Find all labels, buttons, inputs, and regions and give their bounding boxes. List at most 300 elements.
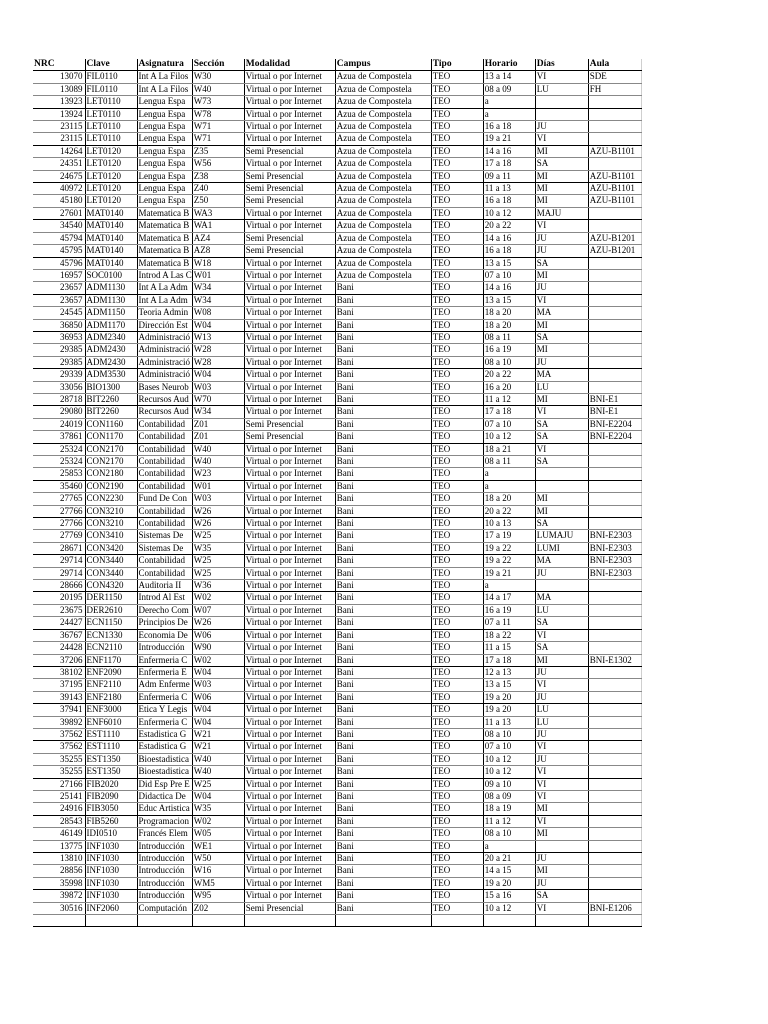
cell-seccion: Z02 — [192, 902, 244, 914]
table-row — [33, 393, 641, 405]
cell-aula: BNI-E1206 — [588, 902, 641, 914]
cell-asignatura: Estadistica G — [137, 728, 192, 740]
cell-asignatura: Introducción — [137, 840, 192, 852]
cell-aula — [588, 865, 641, 877]
cell-clave: CON1160 — [85, 418, 137, 430]
cell-horario: 11 a 12 — [483, 393, 535, 405]
cell-aula — [588, 282, 641, 294]
cell-clave: ECN1150 — [85, 617, 137, 629]
cell-modalidad: Virtual o por Internet — [244, 716, 335, 728]
table-row — [33, 704, 641, 716]
cell-tipo: TEO — [431, 145, 483, 157]
cell-tipo: TEO — [431, 629, 483, 641]
cell-nrc: 20195 — [33, 592, 85, 604]
cell-campus: Bani — [335, 294, 431, 306]
cell-clave: MAT0140 — [85, 207, 137, 219]
table-row — [33, 158, 641, 170]
cell-tipo: TEO — [431, 245, 483, 257]
header-dias: Días — [535, 59, 588, 71]
cell-dias: LU — [535, 83, 588, 95]
cell-modalidad: Virtual o por Internet — [244, 393, 335, 405]
cell-nrc: 28666 — [33, 580, 85, 592]
cell-nrc: 29714 — [33, 555, 85, 567]
cell-campus: Azua de Compostela — [335, 170, 431, 182]
cell-tipo: TEO — [431, 642, 483, 654]
cell-horario: 14 a 16 — [483, 232, 535, 244]
cell-tipo: TEO — [431, 133, 483, 145]
table-row — [33, 406, 641, 418]
cell-modalidad: Semi Presencial — [244, 245, 335, 257]
cell-dias: JU — [535, 356, 588, 368]
cell-asignatura: Lengua Espa — [137, 195, 192, 207]
cell-modalidad: Virtual o por Internet — [244, 133, 335, 145]
cell-campus: Azua de Compostela — [335, 257, 431, 269]
cell-campus: Azua de Compostela — [335, 269, 431, 281]
cell-aula — [588, 915, 641, 927]
cell-dias: SA — [535, 331, 588, 343]
cell-asignatura: Lengua Espa — [137, 96, 192, 108]
cell-campus: Bani — [335, 877, 431, 889]
table-row — [33, 865, 641, 877]
cell-nrc: 38102 — [33, 666, 85, 678]
cell-tipo: TEO — [431, 443, 483, 455]
cell-horario: 13 a 15 — [483, 257, 535, 269]
cell-horario: 10 a 12 — [483, 753, 535, 765]
cell-nrc: 27765 — [33, 493, 85, 505]
cell-campus: Bani — [335, 679, 431, 691]
cell-dias: JU — [535, 753, 588, 765]
cell-nrc: 27769 — [33, 530, 85, 542]
table-row — [33, 307, 641, 319]
cell-seccion: W26 — [192, 617, 244, 629]
cell-tipo: TEO — [431, 766, 483, 778]
cell-asignatura: Enfermeria E — [137, 666, 192, 678]
cell-campus: Bani — [335, 902, 431, 914]
table-row — [33, 269, 641, 281]
cell-clave: CON3440 — [85, 567, 137, 579]
cell-tipo: TEO — [431, 71, 483, 83]
cell-modalidad: Virtual o por Internet — [244, 96, 335, 108]
cell-asignatura: Estadistica G — [137, 741, 192, 753]
cell-horario: 11 a 13 — [483, 716, 535, 728]
cell-seccion: W40 — [192, 766, 244, 778]
cell-asignatura: Sistemas De — [137, 530, 192, 542]
cell-aula — [588, 456, 641, 468]
cell-nrc: 28856 — [33, 865, 85, 877]
table-row — [33, 133, 641, 145]
cell-dias: VI — [535, 443, 588, 455]
cell-seccion: W16 — [192, 865, 244, 877]
cell-tipo: TEO — [431, 753, 483, 765]
cell-clave: BIT2260 — [85, 406, 137, 418]
cell-asignatura: Contabilidad — [137, 456, 192, 468]
table-row — [33, 245, 641, 257]
cell-tipo: TEO — [431, 418, 483, 430]
table-row — [33, 741, 641, 753]
cell-horario: 08 a 10 — [483, 828, 535, 840]
cell-nrc: 37562 — [33, 728, 85, 740]
cell-aula — [588, 96, 641, 108]
cell-aula — [588, 381, 641, 393]
cell-horario: 18 a 21 — [483, 443, 535, 455]
cell-clave: CON2180 — [85, 468, 137, 480]
cell-campus: Bani — [335, 890, 431, 902]
cell-dias: VI — [535, 766, 588, 778]
cell-aula — [588, 803, 641, 815]
cell-asignatura: Francés Elem — [137, 828, 192, 840]
cell-campus: Bani — [335, 480, 431, 492]
cell-asignatura: Contabilidad — [137, 431, 192, 443]
cell-modalidad: Virtual o por Internet — [244, 294, 335, 306]
cell-asignatura: Lengua Espa — [137, 133, 192, 145]
cell-campus: Bani — [335, 604, 431, 616]
cell-tipo: TEO — [431, 381, 483, 393]
cell-nrc: 23115 — [33, 133, 85, 145]
cell-clave: CON3210 — [85, 518, 137, 530]
cell-tipo: TEO — [431, 282, 483, 294]
cell-seccion: W18 — [192, 257, 244, 269]
table-row — [33, 331, 641, 343]
table-row — [33, 853, 641, 865]
header-aula: Aula — [588, 59, 641, 71]
cell-campus: Bani — [335, 381, 431, 393]
cell-clave: DER1150 — [85, 592, 137, 604]
table-row — [33, 480, 641, 492]
table-row — [33, 567, 641, 579]
cell-horario: 09 a 10 — [483, 778, 535, 790]
cell-horario: a — [483, 468, 535, 480]
cell-dias: JU — [535, 567, 588, 579]
cell-aula — [588, 158, 641, 170]
cell-dias: SA — [535, 257, 588, 269]
cell-dias: MI — [535, 803, 588, 815]
cell-asignatura: Fund De Con — [137, 493, 192, 505]
cell-campus: Bani — [335, 654, 431, 666]
cell-clave: INF1030 — [85, 853, 137, 865]
cell-modalidad: Virtual o por Internet — [244, 679, 335, 691]
cell-nrc: 24428 — [33, 642, 85, 654]
cell-dias — [535, 580, 588, 592]
cell-modalidad: Semi Presencial — [244, 431, 335, 443]
table-row — [33, 766, 641, 778]
cell-clave: MAT0140 — [85, 257, 137, 269]
cell-aula — [588, 121, 641, 133]
cell-asignatura: Teoria Admin — [137, 307, 192, 319]
cell-nrc: 23657 — [33, 294, 85, 306]
cell-dias: MI — [535, 183, 588, 195]
cell-tipo: TEO — [431, 493, 483, 505]
cell-dias: MI — [535, 505, 588, 517]
cell-horario: 08 a 09 — [483, 83, 535, 95]
cell-seccion: W34 — [192, 294, 244, 306]
cell-dias: MI — [535, 195, 588, 207]
header-seccion: Sección — [192, 59, 244, 71]
cell-nrc: 45794 — [33, 232, 85, 244]
cell-dias: VI — [535, 294, 588, 306]
cell-dias — [535, 915, 588, 927]
cell-nrc: 39143 — [33, 691, 85, 703]
cell-seccion: W02 — [192, 815, 244, 827]
cell-aula — [588, 220, 641, 232]
cell-nrc: 37562 — [33, 741, 85, 753]
cell-seccion: W05 — [192, 828, 244, 840]
cell-nrc: 37941 — [33, 704, 85, 716]
cell-asignatura: Economia De — [137, 629, 192, 641]
cell-aula — [588, 890, 641, 902]
cell-seccion: WM5 — [192, 877, 244, 889]
cell-dias — [535, 480, 588, 492]
cell-nrc: 40972 — [33, 183, 85, 195]
cell-modalidad: Virtual o por Internet — [244, 369, 335, 381]
cell-dias: MAJU — [535, 207, 588, 219]
cell-seccion: W95 — [192, 890, 244, 902]
table-row — [33, 145, 641, 157]
cell-horario: 08 a 10 — [483, 728, 535, 740]
cell-asignatura: Lengua Espa — [137, 158, 192, 170]
cell-seccion: W35 — [192, 542, 244, 554]
cell-tipo — [431, 915, 483, 927]
cell-aula — [588, 828, 641, 840]
cell-asignatura: Administració — [137, 356, 192, 368]
cell-clave: MAT0140 — [85, 232, 137, 244]
cell-campus: Bani — [335, 778, 431, 790]
cell-asignatura: Derecho Com — [137, 604, 192, 616]
cell-tipo: TEO — [431, 319, 483, 331]
cell-clave: IDI0510 — [85, 828, 137, 840]
cell-seccion: W73 — [192, 96, 244, 108]
cell-dias: MI — [535, 654, 588, 666]
cell-dias: JU — [535, 121, 588, 133]
cell-horario: 20 a 22 — [483, 220, 535, 232]
cell-nrc: 33056 — [33, 381, 85, 393]
cell-seccion: AZ4 — [192, 232, 244, 244]
cell-nrc: 28718 — [33, 393, 85, 405]
cell-asignatura: Matematica B — [137, 220, 192, 232]
cell-aula — [588, 766, 641, 778]
cell-clave: FIB2090 — [85, 790, 137, 802]
cell-tipo: TEO — [431, 778, 483, 790]
table-row — [33, 183, 641, 195]
table-row — [33, 790, 641, 802]
cell-aula: BNI-E1 — [588, 406, 641, 418]
cell-clave: ENF6010 — [85, 716, 137, 728]
cell-dias: VI — [535, 71, 588, 83]
cell-dias: MI — [535, 344, 588, 356]
header-asignatura: Asignatura — [137, 59, 192, 71]
cell-tipo: TEO — [431, 741, 483, 753]
header-clave: Clave — [85, 59, 137, 71]
cell-dias: VI — [535, 902, 588, 914]
cell-campus: Azua de Compostela — [335, 195, 431, 207]
cell-modalidad: Virtual o por Internet — [244, 207, 335, 219]
cell-asignatura: Enfermeria C — [137, 691, 192, 703]
cell-asignatura: Bioestadistica — [137, 753, 192, 765]
cell-campus: Bani — [335, 691, 431, 703]
cell-nrc: 23657 — [33, 282, 85, 294]
cell-modalidad: Virtual o por Internet — [244, 790, 335, 802]
cell-campus: Bani — [335, 331, 431, 343]
cell-campus: Bani — [335, 567, 431, 579]
cell-dias: VI — [535, 406, 588, 418]
header-campus: Campus — [335, 59, 431, 71]
cell-tipo: TEO — [431, 592, 483, 604]
cell-tipo: TEO — [431, 468, 483, 480]
cell-horario: 17 a 18 — [483, 158, 535, 170]
table-row — [33, 617, 641, 629]
cell-nrc: 24545 — [33, 307, 85, 319]
table-row — [33, 282, 641, 294]
cell-seccion: W35 — [192, 803, 244, 815]
cell-horario: a — [483, 96, 535, 108]
cell-dias: MI — [535, 145, 588, 157]
cell-aula — [588, 877, 641, 889]
cell-tipo: TEO — [431, 828, 483, 840]
cell-tipo: TEO — [431, 580, 483, 592]
cell-tipo: TEO — [431, 269, 483, 281]
cell-clave: ADM1170 — [85, 319, 137, 331]
cell-nrc: 29080 — [33, 406, 85, 418]
cell-dias: VI — [535, 220, 588, 232]
cell-nrc: 27766 — [33, 505, 85, 517]
table-body — [33, 71, 641, 927]
cell-seccion: W26 — [192, 518, 244, 530]
table-row — [33, 580, 641, 592]
cell-asignatura: Sistemas De — [137, 542, 192, 554]
cell-tipo: TEO — [431, 691, 483, 703]
cell-asignatura: Dirección Est — [137, 319, 192, 331]
cell-nrc: 24675 — [33, 170, 85, 182]
cell-horario — [483, 915, 535, 927]
cell-nrc: 29714 — [33, 567, 85, 579]
header-nrc: NRC — [33, 59, 85, 71]
cell-nrc: 27766 — [33, 518, 85, 530]
cell-clave: CON2170 — [85, 443, 137, 455]
table-row — [33, 319, 641, 331]
cell-asignatura: Adm Enferme — [137, 679, 192, 691]
cell-seccion: W40 — [192, 83, 244, 95]
cell-asignatura: Bioestadistica — [137, 766, 192, 778]
cell-tipo: TEO — [431, 393, 483, 405]
cell-seccion: W30 — [192, 71, 244, 83]
cell-nrc: 28671 — [33, 542, 85, 554]
cell-horario: 10 a 12 — [483, 431, 535, 443]
cell-seccion: W26 — [192, 505, 244, 517]
cell-tipo: TEO — [431, 232, 483, 244]
cell-campus: Bani — [335, 369, 431, 381]
cell-horario: a — [483, 840, 535, 852]
cell-horario: a — [483, 480, 535, 492]
cell-dias: VI — [535, 629, 588, 641]
cell-tipo: TEO — [431, 456, 483, 468]
cell-campus: Bani — [335, 666, 431, 678]
cell-tipo: TEO — [431, 518, 483, 530]
cell-modalidad: Virtual o por Internet — [244, 604, 335, 616]
cell-nrc: 24916 — [33, 803, 85, 815]
cell-horario: 10 a 12 — [483, 902, 535, 914]
cell-clave: INF1030 — [85, 890, 137, 902]
cell-horario: 14 a 17 — [483, 592, 535, 604]
cell-asignatura: Lengua Espa — [137, 170, 192, 182]
cell-modalidad: Virtual o por Internet — [244, 257, 335, 269]
cell-clave: ECN2110 — [85, 642, 137, 654]
cell-aula — [588, 741, 641, 753]
cell-modalidad: Virtual o por Internet — [244, 766, 335, 778]
cell-modalidad — [244, 915, 335, 927]
cell-aula: AZU-B1101 — [588, 183, 641, 195]
cell-modalidad: Virtual o por Internet — [244, 815, 335, 827]
cell-horario: 18 a 22 — [483, 629, 535, 641]
table-row — [33, 195, 641, 207]
cell-clave: CON3410 — [85, 530, 137, 542]
table-row — [33, 716, 641, 728]
cell-nrc: 30516 — [33, 902, 85, 914]
cell-nrc: 45795 — [33, 245, 85, 257]
table-row — [33, 753, 641, 765]
cell-seccion: W13 — [192, 331, 244, 343]
cell-campus: Azua de Compostela — [335, 183, 431, 195]
cell-nrc: 24019 — [33, 418, 85, 430]
cell-seccion: W02 — [192, 654, 244, 666]
cell-clave: FIB5260 — [85, 815, 137, 827]
table-row — [33, 518, 641, 530]
cell-tipo: TEO — [431, 431, 483, 443]
cell-campus: Bani — [335, 716, 431, 728]
cell-aula — [588, 679, 641, 691]
cell-aula — [588, 493, 641, 505]
table-row — [33, 83, 641, 95]
cell-aula — [588, 307, 641, 319]
cell-campus: Bani — [335, 493, 431, 505]
cell-clave: LET0110 — [85, 133, 137, 145]
cell-tipo: TEO — [431, 294, 483, 306]
cell-modalidad: Virtual o por Internet — [244, 480, 335, 492]
cell-modalidad: Virtual o por Internet — [244, 642, 335, 654]
cell-aula — [588, 617, 641, 629]
cell-aula — [588, 133, 641, 145]
cell-asignatura: Introducción — [137, 865, 192, 877]
cell-aula: SDE — [588, 71, 641, 83]
cell-clave: ENF2090 — [85, 666, 137, 678]
cell-campus: Bani — [335, 617, 431, 629]
cell-tipo: TEO — [431, 815, 483, 827]
cell-tipo: TEO — [431, 666, 483, 678]
cell-seccion: W06 — [192, 691, 244, 703]
table-row — [33, 728, 641, 740]
cell-dias: VI — [535, 778, 588, 790]
cell-tipo: TEO — [431, 220, 483, 232]
cell-nrc: 13775 — [33, 840, 85, 852]
cell-dias: SA — [535, 518, 588, 530]
cell-tipo: TEO — [431, 716, 483, 728]
cell-horario: 20 a 22 — [483, 369, 535, 381]
cell-horario: a — [483, 580, 535, 592]
cell-nrc: 46149 — [33, 828, 85, 840]
cell-nrc: 23115 — [33, 121, 85, 133]
cell-asignatura: Contabilidad — [137, 567, 192, 579]
cell-asignatura: Lengua Espa — [137, 121, 192, 133]
cell-horario: 16 a 18 — [483, 245, 535, 257]
cell-asignatura: Contabilidad — [137, 468, 192, 480]
cell-horario: 11 a 15 — [483, 642, 535, 654]
table-row — [33, 877, 641, 889]
cell-campus: Azua de Compostela — [335, 220, 431, 232]
cell-nrc: 27166 — [33, 778, 85, 790]
cell-modalidad: Virtual o por Internet — [244, 83, 335, 95]
cell-campus: Bani — [335, 704, 431, 716]
cell-horario: 08 a 09 — [483, 790, 535, 802]
cell-asignatura: Int A La Adm — [137, 294, 192, 306]
header-row — [33, 59, 641, 71]
